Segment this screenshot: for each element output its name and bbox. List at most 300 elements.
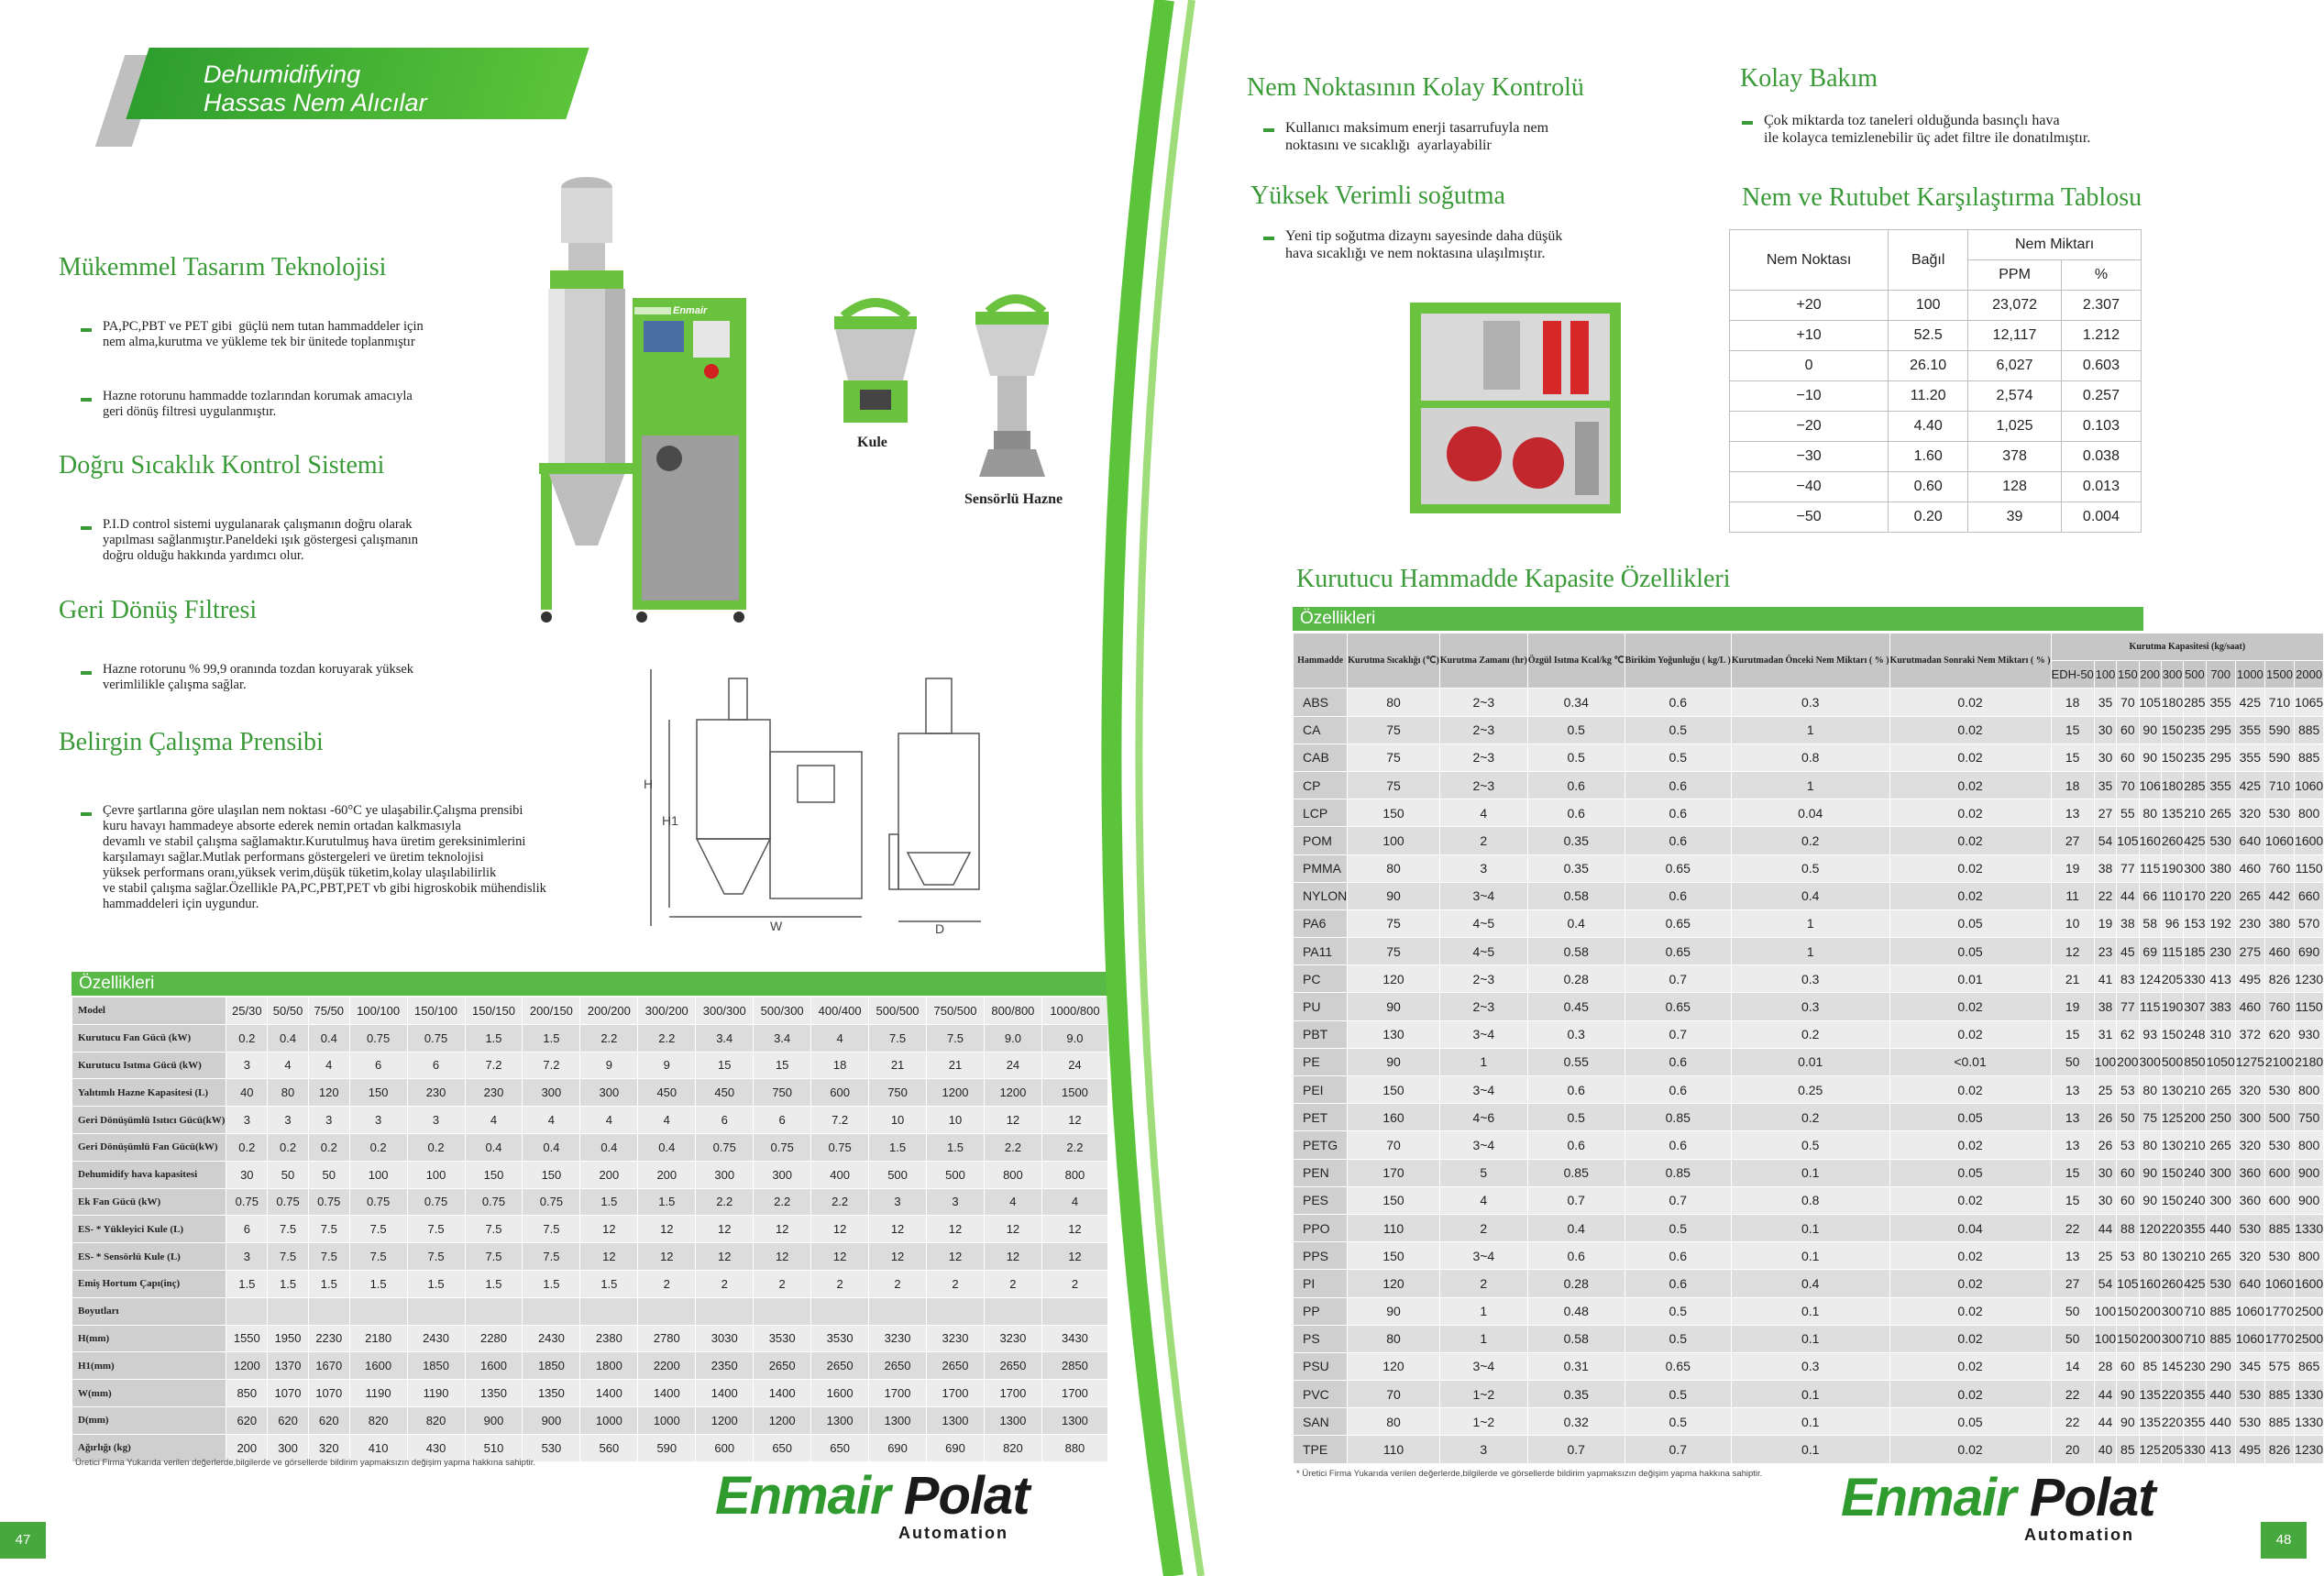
- capacity-cell: 0.02: [1889, 771, 2051, 799]
- capacity-row: [1294, 1270, 2324, 1297]
- spec-cell: 800: [984, 1161, 1041, 1188]
- capacity-model-head: 2000: [2295, 661, 2324, 689]
- capacity-cell: 20: [2051, 1436, 2094, 1463]
- capacity-cell: 60: [2117, 1352, 2139, 1380]
- spec-cell: 1.5: [226, 1270, 268, 1297]
- capacity-row: [1294, 799, 2324, 827]
- bullet-maintenance-1: Çok miktarda toz taneleri olduğunda basınçlı hava ile kolayca temizlenebilir üç adet filtre ile donatılmıştır.: [1742, 112, 2090, 147]
- capacity-cell: 100: [2094, 1048, 2116, 1075]
- capacity-cell: 54: [2094, 827, 2116, 854]
- capacity-cell: 53: [2117, 1131, 2139, 1159]
- spec-cell: 15: [696, 1052, 754, 1079]
- spec-cell: [226, 1297, 268, 1325]
- spec-cell: 12: [638, 1243, 696, 1271]
- capacity-cell: 130: [2161, 1131, 2183, 1159]
- capacity-cell: 135: [2161, 799, 2183, 827]
- spec-cell: 2430: [407, 1325, 465, 1352]
- capacity-row: [1294, 1020, 2324, 1048]
- capacity-cell: 30: [2094, 744, 2116, 771]
- capacity-cell: 1: [1731, 716, 1889, 744]
- capacity-cell: 26: [2094, 1104, 2116, 1131]
- spec-cell: 1200: [927, 1079, 985, 1107]
- kule-image: [825, 298, 926, 426]
- capacity-material: PBT: [1294, 1020, 1348, 1048]
- capacity-cell: 710: [2184, 1325, 2206, 1352]
- capacity-cell: 110: [2161, 882, 2183, 909]
- capacity-cell: 26: [2094, 1131, 2116, 1159]
- spec-cell: 12: [638, 1216, 696, 1243]
- spec-row-label: Geri Dönüşümlü Isıtıcı Gücü(kW): [72, 1107, 226, 1134]
- spec-row-label: Kurutucu Isıtma Gücü (kW): [72, 1052, 226, 1079]
- capacity-row: [1294, 1352, 2324, 1380]
- capacity-cell: 285: [2184, 771, 2206, 799]
- compare-cell: 0.013: [2061, 472, 2141, 502]
- spec-cell: 4: [268, 1052, 309, 1079]
- capacity-cell: 800: [2295, 1242, 2324, 1270]
- capacity-cell: 41: [2094, 965, 2116, 993]
- capacity-cell: 0.6: [1625, 827, 1731, 854]
- capacity-cell: 220: [2161, 1214, 2183, 1241]
- capacity-cell: 1600: [2295, 1270, 2324, 1297]
- capacity-cell: 885: [2264, 1381, 2294, 1408]
- spec-cell: 21: [927, 1052, 985, 1079]
- spec-row: [72, 1352, 1108, 1380]
- spec-cell: 0.4: [308, 1024, 349, 1052]
- capacity-cell: 2~3: [1439, 965, 1527, 993]
- capacity-cell: 25: [2094, 1076, 2116, 1104]
- capacity-cell: 0.5: [1625, 1325, 1731, 1352]
- capacity-cell: 19: [2051, 993, 2094, 1020]
- section-title-cooling: Yüksek Verimli soğutma: [1250, 182, 1505, 210]
- compare-cell: +20: [1730, 291, 1889, 321]
- spec-cell: 650: [811, 1434, 869, 1461]
- ribbon-title: [204, 61, 427, 117]
- capacity-cell: 115: [2139, 993, 2161, 1020]
- capacity-cell: 3~4: [1439, 1242, 1527, 1270]
- capacity-cell: 80: [1348, 854, 1440, 882]
- bullet-dew-1: Kullanıcı maksimum enerji tasarrufuyla nem noktasını ve sıcaklığı ayarlayabilir: [1263, 119, 1548, 154]
- capacity-cell: 70: [1348, 1381, 1440, 1408]
- capacity-cell: 0.02: [1889, 854, 2051, 882]
- capacity-cell: 70: [1348, 1131, 1440, 1159]
- capacity-cell: 25: [2094, 1242, 2116, 1270]
- capacity-cell: 160: [2139, 827, 2161, 854]
- capacity-material: CA: [1294, 716, 1348, 744]
- capacity-cell: 22: [2094, 882, 2116, 909]
- spec-cell: 1.5: [580, 1270, 638, 1297]
- spec-cell: 12: [984, 1107, 1041, 1134]
- spec-cell: 0.75: [349, 1024, 407, 1052]
- compare-cell: 11.20: [1889, 381, 1968, 412]
- capacity-cell: 3~4: [1439, 1020, 1527, 1048]
- capacity-cell: 0.32: [1527, 1408, 1625, 1436]
- spec-cell: 7.5: [407, 1216, 465, 1243]
- spec-cell: 1300: [869, 1406, 927, 1434]
- capacity-material: SAN: [1294, 1408, 1348, 1436]
- capacity-cell: 0.2: [1731, 1020, 1889, 1048]
- section-title-maintenance: Kolay Bakım: [1740, 64, 1878, 93]
- capacity-cell: 0.02: [1889, 1270, 2051, 1297]
- capacity-cell: 15: [2051, 1186, 2094, 1214]
- spec-cell: 9: [580, 1052, 638, 1079]
- spec-cell: 7.2: [523, 1052, 580, 1079]
- capacity-cell: 1275: [2235, 1048, 2264, 1075]
- capacity-head-heat: Özgül Isıtma Kcal/kg ℃: [1527, 634, 1625, 689]
- spec-cell: 120: [308, 1079, 349, 1107]
- spec-cell: 1.5: [308, 1270, 349, 1297]
- capacity-cell: 30: [2094, 1159, 2116, 1186]
- capacity-cell: 230: [2184, 1352, 2206, 1380]
- spec-cell: 900: [523, 1406, 580, 1434]
- capacity-cell: 0.3: [1731, 993, 1889, 1020]
- compare-cell: −20: [1730, 412, 1889, 442]
- spec-cell: 2.2: [580, 1024, 638, 1052]
- spec-cell: 560: [580, 1434, 638, 1461]
- spec-cell: 3.4: [754, 1024, 811, 1052]
- capacity-cell: 27: [2051, 827, 2094, 854]
- spec-row: [72, 1216, 1108, 1243]
- spec-cell: 3530: [811, 1325, 869, 1352]
- capacity-cell: 300: [2139, 1048, 2161, 1075]
- capacity-cell: 440: [2206, 1381, 2235, 1408]
- capacity-cell: 75: [1348, 771, 1440, 799]
- capacity-cell: 4~5: [1439, 909, 1527, 937]
- capacity-material: PPS: [1294, 1242, 1348, 1270]
- capacity-cell: 800: [2295, 1131, 2324, 1159]
- hazne-label: Sensörlü Hazne: [964, 491, 1063, 507]
- capacity-cell: 0.5: [1527, 716, 1625, 744]
- logo-right: [1841, 1467, 2155, 1544]
- capacity-cell: 0.02: [1889, 799, 2051, 827]
- capacity-cell: 150: [1348, 1242, 1440, 1270]
- capacity-cell: 80: [1348, 689, 1440, 716]
- capacity-row: [1294, 827, 2324, 854]
- capacity-cell: 38: [2094, 854, 2116, 882]
- spec-cell: 1350: [523, 1380, 580, 1407]
- section-title-filter: Geri Dönüş Filtresi: [59, 596, 258, 624]
- capacity-cell: 50: [2051, 1048, 2094, 1075]
- spec-cell: 4: [984, 1188, 1041, 1216]
- capacity-cell: 355: [2206, 689, 2235, 716]
- compare-cell: 1.60: [1889, 442, 1968, 472]
- capacity-cell: 0.05: [1889, 1104, 2051, 1131]
- capacity-cell: 15: [2051, 1020, 2094, 1048]
- spec-cell: 6: [696, 1107, 754, 1134]
- capacity-row: [1294, 938, 2324, 965]
- capacity-cell: 3~4: [1439, 1076, 1527, 1104]
- capacity-cell: 90: [2117, 1381, 2139, 1408]
- compare-header-row: [1730, 230, 2142, 260]
- capacity-cell: 0.5: [1731, 854, 1889, 882]
- capacity-cell: 0.02: [1889, 716, 2051, 744]
- spec-cell: 0.2: [226, 1133, 268, 1161]
- capacity-cell: 50: [2051, 1297, 2094, 1325]
- spec-cell: 3.4: [696, 1024, 754, 1052]
- dim-h1: H1: [662, 813, 678, 828]
- capacity-cell: 145: [2161, 1352, 2183, 1380]
- capacity-cell: 265: [2206, 1242, 2235, 1270]
- capacity-cell: 710: [2264, 689, 2294, 716]
- spec-row-label: H(mm): [72, 1325, 226, 1352]
- capacity-cell: 0.1: [1731, 1297, 1889, 1325]
- capacity-cell: 125: [2139, 1436, 2161, 1463]
- compare-cell: 0.103: [2061, 412, 2141, 442]
- logo-sub-right: Automation: [2024, 1526, 2134, 1544]
- capacity-cell: 62: [2117, 1020, 2139, 1048]
- capacity-cell: 0.65: [1625, 909, 1731, 937]
- spec-cell: 200: [580, 1161, 638, 1188]
- dim-d: D: [935, 921, 945, 936]
- capacity-cell: 0.65: [1625, 854, 1731, 882]
- spec-cell: 0.75: [226, 1188, 268, 1216]
- capacity-table-title: Kurutucu Hammadde Kapasite Özellikleri: [1296, 565, 1731, 593]
- spec-cell: 12: [869, 1216, 927, 1243]
- capacity-cell: 372: [2235, 1020, 2264, 1048]
- capacity-cell: 53: [2117, 1242, 2139, 1270]
- spec-cell: 12: [1041, 1243, 1107, 1271]
- capacity-cell: 130: [2161, 1076, 2183, 1104]
- compare-head-ppm: PPM: [1968, 260, 2062, 291]
- capacity-cell: 250: [2206, 1104, 2235, 1131]
- bullet-design-1: PA,PC,PBT ve PET gibi güçlü nem tutan hammaddeler için nem alma,kurutma ve yükleme tek bir ünitede toplanmıştır: [81, 319, 424, 350]
- spec-cell: [349, 1297, 407, 1325]
- capacity-material: PET: [1294, 1104, 1348, 1131]
- capacity-cell: 440: [2206, 1408, 2235, 1436]
- spec-cell: 500/300: [754, 997, 811, 1025]
- capacity-cell: 2~3: [1439, 716, 1527, 744]
- compare-cell: 0: [1730, 351, 1889, 381]
- spec-cell: 1850: [407, 1352, 465, 1380]
- compare-row: [1730, 381, 2142, 412]
- spec-cell: 150: [465, 1161, 523, 1188]
- spec-cell: 1190: [407, 1380, 465, 1407]
- capacity-row: [1294, 993, 2324, 1020]
- spec-cell: 1670: [308, 1352, 349, 1380]
- spec-cell: 2650: [811, 1352, 869, 1380]
- spec-cell: [869, 1297, 927, 1325]
- spec-cell: 2.2: [754, 1188, 811, 1216]
- spec-cell: 75/50: [308, 997, 349, 1025]
- capacity-cell: 0.65: [1625, 1352, 1731, 1380]
- spec-cell: 0.75: [407, 1188, 465, 1216]
- spec-cell: 21: [869, 1052, 927, 1079]
- capacity-head-after: Kurutmadan Sonraki Nem Miktarı ( % ): [1889, 634, 2051, 689]
- capacity-cell: 690: [2295, 938, 2324, 965]
- capacity-cell: 0.02: [1889, 1186, 2051, 1214]
- capacity-cell: 120: [2139, 1214, 2161, 1241]
- capacity-cell: 120: [1348, 1270, 1440, 1297]
- capacity-cell: 15: [2051, 1159, 2094, 1186]
- technical-drawing: [633, 651, 1073, 935]
- capacity-cell: 1230: [2295, 965, 2324, 993]
- capacity-cell: 0.5: [1527, 1104, 1625, 1131]
- capacity-cell: 1: [1731, 909, 1889, 937]
- capacity-cell: 295: [2206, 744, 2235, 771]
- spec-row-label: Model: [72, 997, 226, 1025]
- capacity-cell: 90: [2139, 744, 2161, 771]
- compare-head-amount: Nem Miktarı: [1968, 230, 2142, 260]
- capacity-cell: 210: [2184, 1242, 2206, 1270]
- capacity-cell: 0.28: [1527, 1270, 1625, 1297]
- compare-head-pct: %: [2061, 260, 2141, 291]
- capacity-cell: 0.4: [1731, 882, 1889, 909]
- compare-row: [1730, 291, 2142, 321]
- capacity-cell: 530: [2235, 1214, 2264, 1241]
- capacity-cell: 53: [2117, 1076, 2139, 1104]
- capacity-cell: 0.7: [1625, 1436, 1731, 1463]
- capacity-cell: 1: [1439, 1048, 1527, 1075]
- spec-cell: 1700: [984, 1380, 1041, 1407]
- spec-row: [72, 1107, 1108, 1134]
- capacity-cell: <0.01: [1889, 1048, 2051, 1075]
- capacity-cell: 85: [2117, 1436, 2139, 1463]
- sensor-hopper-image: [961, 293, 1062, 486]
- capacity-cell: 240: [2184, 1159, 2206, 1186]
- capacity-cell: 0.02: [1889, 993, 2051, 1020]
- capacity-cell: 300: [2161, 1325, 2183, 1352]
- capacity-table-head: Özellikleri: [1293, 607, 2143, 631]
- spec-cell: 12: [1041, 1107, 1107, 1134]
- spec-cell: 2.2: [811, 1188, 869, 1216]
- spec-cell: [638, 1297, 696, 1325]
- capacity-material: PU: [1294, 993, 1348, 1020]
- capacity-cell: 220: [2161, 1381, 2183, 1408]
- capacity-cell: 260: [2161, 827, 2183, 854]
- capacity-cell: 355: [2235, 744, 2264, 771]
- capacity-cell: 0.02: [1889, 689, 2051, 716]
- spec-cell: 3530: [754, 1325, 811, 1352]
- capacity-cell: 105: [2139, 689, 2161, 716]
- spec-cell: 2850: [1041, 1352, 1107, 1380]
- capacity-cell: 800: [2295, 1076, 2324, 1104]
- capacity-cell: 2~3: [1439, 771, 1527, 799]
- capacity-material: PETG: [1294, 1131, 1348, 1159]
- capacity-cell: 135: [2139, 1381, 2161, 1408]
- capacity-cell: 60: [2117, 716, 2139, 744]
- capacity-cell: 100: [2094, 1325, 2116, 1352]
- capacity-cell: 530: [2206, 827, 2235, 854]
- capacity-head-material: Hammadde: [1294, 634, 1348, 689]
- logo-part2: Polat: [903, 1466, 1030, 1526]
- spec-row-label: Ek Fan Gücü (kW): [72, 1188, 226, 1216]
- capacity-cell: 90: [1348, 1048, 1440, 1075]
- capacity-cell: 0.6: [1527, 1076, 1625, 1104]
- capacity-cell: 900: [2295, 1186, 2324, 1214]
- compare-cell: 100: [1889, 291, 1968, 321]
- capacity-cell: 2: [1439, 827, 1527, 854]
- capacity-row: [1294, 1214, 2324, 1241]
- capacity-cell: 380: [2264, 909, 2294, 937]
- spec-cell: 7.5: [465, 1216, 523, 1243]
- capacity-cell: 210: [2184, 799, 2206, 827]
- capacity-cell: 530: [2206, 1270, 2235, 1297]
- compare-row: [1730, 442, 2142, 472]
- capacity-row: [1294, 1159, 2324, 1186]
- capacity-cell: 1770: [2264, 1325, 2294, 1352]
- spec-cell: 2: [869, 1270, 927, 1297]
- spec-cell: 2: [984, 1270, 1041, 1297]
- capacity-cell: 3: [1439, 1436, 1527, 1463]
- capacity-cell: 0.6: [1527, 799, 1625, 827]
- capacity-cell: 2~3: [1439, 689, 1527, 716]
- capacity-cell: 27: [2051, 1270, 2094, 1297]
- capacity-row: [1294, 1436, 2324, 1463]
- spec-cell: 400: [811, 1161, 869, 1188]
- capacity-cell: 192: [2206, 909, 2235, 937]
- spec-cell: 2: [696, 1270, 754, 1297]
- capacity-material: TPE: [1294, 1436, 1348, 1463]
- spec-cell: 2.2: [1041, 1133, 1107, 1161]
- spec-cell: 12: [927, 1243, 985, 1271]
- spec-cell: 12: [811, 1243, 869, 1271]
- spec-cell: 1700: [1041, 1380, 1107, 1407]
- spec-cell: 1.5: [407, 1270, 465, 1297]
- spec-cell: 1.5: [523, 1024, 580, 1052]
- spec-row-label: Geri Dönüşümlü Fan Gücü(kW): [72, 1133, 226, 1161]
- spec-row: [72, 997, 1108, 1025]
- spec-cell: 300: [696, 1161, 754, 1188]
- capacity-cell: 150: [1348, 1076, 1440, 1104]
- spec-cell: 1700: [869, 1380, 927, 1407]
- spec-cell: 2: [1041, 1270, 1107, 1297]
- spec-cell: 2.2: [638, 1024, 696, 1052]
- capacity-cell: 50: [2117, 1104, 2139, 1131]
- spec-cell: 1600: [349, 1352, 407, 1380]
- spec-cell: 0.4: [268, 1024, 309, 1052]
- capacity-cell: 760: [2264, 854, 2294, 882]
- spec-cell: 1550: [226, 1325, 268, 1352]
- capacity-cell: 38: [2094, 993, 2116, 1020]
- spec-cell: 2350: [696, 1352, 754, 1380]
- spec-row-label: Dehumidify hava kapasitesi: [72, 1161, 226, 1188]
- capacity-cell: 125: [2161, 1104, 2183, 1131]
- capacity-cell: 320: [2235, 1242, 2264, 1270]
- capacity-note: * Üretici Firma Yukarıda verilen değerlerde,bilgilerde ve görsellerde bildirim yapmaksızın değişim yapma hakkına sahiptir.: [1296, 1469, 1763, 1479]
- capacity-cell: 150: [2161, 744, 2183, 771]
- capacity-cell: 355: [2206, 771, 2235, 799]
- capacity-cell: 0.02: [1889, 1076, 2051, 1104]
- capacity-cell: 885: [2206, 1297, 2235, 1325]
- capacity-cell: 1: [1731, 771, 1889, 799]
- spec-cell: 2.2: [696, 1188, 754, 1216]
- capacity-cell: 80: [2139, 1131, 2161, 1159]
- capacity-model-head: 300: [2161, 661, 2183, 689]
- capacity-material: PE: [1294, 1048, 1348, 1075]
- capacity-cell: 500: [2161, 1048, 2183, 1075]
- capacity-cell: 96: [2161, 909, 2183, 937]
- spec-cell: 3: [226, 1107, 268, 1134]
- spec-cell: 300: [523, 1079, 580, 1107]
- capacity-cell: 0.65: [1625, 993, 1731, 1020]
- spec-cell: 4: [308, 1052, 349, 1079]
- capacity-material: PI: [1294, 1270, 1348, 1297]
- capacity-cell: 0.02: [1889, 1242, 2051, 1270]
- spec-cell: 300: [580, 1079, 638, 1107]
- capacity-material: PC: [1294, 965, 1348, 993]
- capacity-cell: 0.8: [1731, 1186, 1889, 1214]
- capacity-cell: 90: [2139, 1186, 2161, 1214]
- capacity-row: [1294, 1297, 2324, 1325]
- capacity-cell: 210: [2184, 1076, 2206, 1104]
- spec-cell: 15: [754, 1052, 811, 1079]
- capacity-cell: 440: [2206, 1214, 2235, 1241]
- capacity-cell: 0.05: [1889, 1408, 2051, 1436]
- spec-cell: 3230: [984, 1325, 1041, 1352]
- capacity-cell: 2~3: [1439, 744, 1527, 771]
- capacity-cell: 44: [2094, 1408, 2116, 1436]
- spec-cell: 3: [927, 1188, 985, 1216]
- spec-cell: 0.2: [308, 1133, 349, 1161]
